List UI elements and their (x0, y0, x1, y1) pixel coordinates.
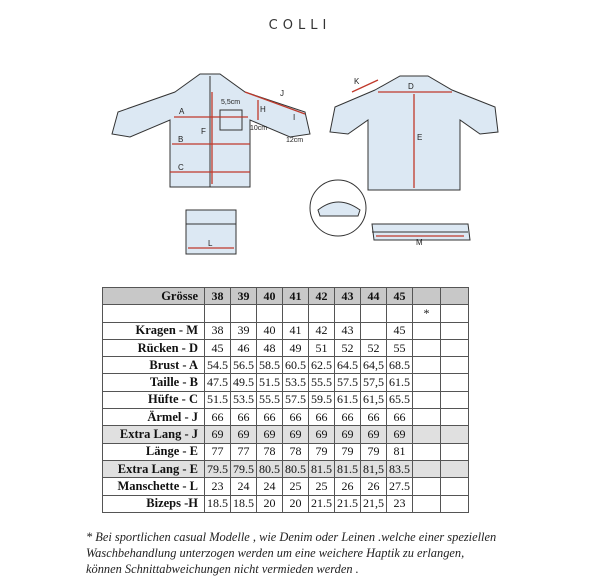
table-cell: 23 (387, 495, 413, 512)
table-cell (283, 305, 309, 322)
table-row (103, 426, 469, 443)
table-cell: 46 (231, 339, 257, 356)
table-row (103, 374, 469, 391)
header-size: 41 (283, 288, 309, 305)
table-cell (413, 322, 441, 339)
table-cell: 64.5 (335, 357, 361, 374)
table-cell: 66 (309, 409, 335, 426)
label-D: D (408, 82, 414, 91)
table-cell: 61,5 (361, 391, 387, 408)
table-cell: 81.5 (309, 460, 335, 477)
table-cell: 54.5 (205, 357, 231, 374)
shirt-measurement-diagram (100, 62, 500, 282)
table-cell (257, 305, 283, 322)
row-label: Manschette - L (103, 478, 205, 495)
table-row (103, 339, 469, 356)
table-cell (441, 322, 469, 339)
table-cell: 25 (283, 478, 309, 495)
table-cell: 69 (361, 426, 387, 443)
table-cell: 60.5 (283, 357, 309, 374)
table-cell (413, 374, 441, 391)
table-cell: 51.5 (205, 391, 231, 408)
table-cell: 69 (205, 426, 231, 443)
table-cell: 26 (361, 478, 387, 495)
label-K: K (354, 77, 360, 86)
table-cell: 49 (283, 339, 309, 356)
table-row (103, 357, 469, 374)
note-row-label (103, 305, 205, 322)
table-cell (441, 478, 469, 495)
table-cell: 66 (205, 409, 231, 426)
table-cell: 45 (205, 339, 231, 356)
table-cell: 45 (387, 322, 413, 339)
table-cell: 66 (387, 409, 413, 426)
table-cell (413, 409, 441, 426)
table-cell: 69 (231, 426, 257, 443)
table-cell: 39 (231, 322, 257, 339)
table-cell: 58.5 (257, 357, 283, 374)
asterisk-marker: * (413, 305, 441, 322)
table-cell: 79 (335, 443, 361, 460)
table-cell (413, 443, 441, 460)
collar-detail-illustration (310, 180, 366, 236)
table-cell: 77 (205, 443, 231, 460)
table-cell: 42 (309, 322, 335, 339)
table-row (103, 322, 469, 339)
table-cell: 69 (387, 426, 413, 443)
table-cell: 57,5 (361, 374, 387, 391)
table-row (103, 460, 469, 477)
row-label: Brust - A (103, 357, 205, 374)
table-cell: 65.5 (387, 391, 413, 408)
table-cell: 59.5 (309, 391, 335, 408)
table-cell: 81 (387, 443, 413, 460)
table-cell: 66 (257, 409, 283, 426)
table-cell: 43 (335, 322, 361, 339)
table-cell: 69 (257, 426, 283, 443)
table-row (103, 478, 469, 495)
footnote-line: Waschbehandlung unterzogen werden um eine weichere Haptik zu erlangen, (86, 546, 465, 560)
table-cell: 53.5 (283, 374, 309, 391)
table-cell: 18.5 (205, 495, 231, 512)
table-cell: 81,5 (361, 460, 387, 477)
table-cell (441, 305, 469, 322)
table-cell (413, 357, 441, 374)
table-cell: 64,5 (361, 357, 387, 374)
table-cell: 55.5 (309, 374, 335, 391)
table-cell: 18.5 (231, 495, 257, 512)
table-cell (361, 305, 387, 322)
header-size: 40 (257, 288, 283, 305)
footnote (86, 529, 556, 577)
table-cell: 53.5 (231, 391, 257, 408)
table-cell: 66 (335, 409, 361, 426)
table-cell (205, 305, 231, 322)
table-cell: 78 (257, 443, 283, 460)
size-chart-table (102, 287, 469, 513)
label-E: E (417, 133, 423, 142)
label-M: M (416, 238, 423, 247)
label-cuff-length: 12cm (286, 137, 304, 144)
table-cell: 68.5 (387, 357, 413, 374)
header-size: 45 (387, 288, 413, 305)
table-header-row (103, 288, 469, 305)
table-cell: 83.5 (387, 460, 413, 477)
table-cell (413, 339, 441, 356)
table-cell: 79 (361, 443, 387, 460)
label-L: L (208, 239, 213, 248)
label-C: C (178, 163, 184, 172)
row-label: Extra Lang - E (103, 460, 205, 477)
header-size: 44 (361, 288, 387, 305)
table-cell: 49.5 (231, 374, 257, 391)
header-size (413, 288, 441, 305)
row-label: Länge - E (103, 443, 205, 460)
table-cell (441, 391, 469, 408)
label-I: I (293, 113, 296, 122)
table-cell (413, 495, 441, 512)
table-cell (441, 339, 469, 356)
table-cell: 55.5 (257, 391, 283, 408)
header-label: Grösse (103, 288, 205, 305)
table-cell: 80.5 (283, 460, 309, 477)
table-cell: 20 (257, 495, 283, 512)
footnote-line: * Bei sportlichen casual Modelle , wie Denim oder Leinen .welche einer speziellen (86, 530, 497, 544)
label-A: A (179, 107, 185, 116)
row-label: Extra Lang - J (103, 426, 205, 443)
table-cell: 77 (231, 443, 257, 460)
table-cell (387, 305, 413, 322)
table-cell: 21,5 (361, 495, 387, 512)
table-note-row (103, 305, 469, 322)
table-cell: 51.5 (257, 374, 283, 391)
row-label: Ärmel - J (103, 409, 205, 426)
table-cell: 40 (257, 322, 283, 339)
header-size: 43 (335, 288, 361, 305)
table-cell: 26 (335, 478, 361, 495)
table-cell: 78 (283, 443, 309, 460)
table-cell (441, 460, 469, 477)
table-cell: 62.5 (309, 357, 335, 374)
table-cell: 61.5 (387, 374, 413, 391)
table-row (103, 391, 469, 408)
label-B: B (178, 135, 184, 144)
header-size: 42 (309, 288, 335, 305)
table-cell: 66 (283, 409, 309, 426)
table-cell: 24 (231, 478, 257, 495)
table-cell (441, 357, 469, 374)
header-size: 39 (231, 288, 257, 305)
table-cell: 69 (283, 426, 309, 443)
table-cell: 79 (309, 443, 335, 460)
table-cell: 56.5 (231, 357, 257, 374)
row-label: Bizeps -H (103, 495, 205, 512)
header-size: 38 (205, 288, 231, 305)
table-cell: 79.5 (205, 460, 231, 477)
footnote-line: können Schnittabweichungen nicht vermieden werden . (86, 562, 359, 576)
table-cell (361, 322, 387, 339)
table-cell (441, 443, 469, 460)
table-row (103, 495, 469, 512)
label-J: J (280, 89, 284, 98)
header-size (441, 288, 469, 305)
table-cell: 57.5 (335, 374, 361, 391)
row-label: Rücken - D (103, 339, 205, 356)
brand-logo: COLLI (268, 18, 332, 33)
table-cell (231, 305, 257, 322)
table-cell: 41 (283, 322, 309, 339)
table-cell: 80.5 (257, 460, 283, 477)
table-cell: 52 (361, 339, 387, 356)
table-cell (441, 374, 469, 391)
table-cell: 20 (283, 495, 309, 512)
table-cell: 48 (257, 339, 283, 356)
table-cell (441, 409, 469, 426)
table-cell (309, 305, 335, 322)
table-cell: 69 (309, 426, 335, 443)
table-cell: 21.5 (309, 495, 335, 512)
table-cell (441, 495, 469, 512)
table-cell: 79.5 (231, 460, 257, 477)
table-cell: 57.5 (283, 391, 309, 408)
table-cell: 21.5 (335, 495, 361, 512)
table-cell: 47.5 (205, 374, 231, 391)
table-cell (413, 391, 441, 408)
table-cell: 52 (335, 339, 361, 356)
table-cell (441, 426, 469, 443)
label-H: H (260, 105, 266, 114)
table-cell: 61.5 (335, 391, 361, 408)
table-cell: 66 (361, 409, 387, 426)
table-cell (413, 478, 441, 495)
table-row (103, 409, 469, 426)
table-cell (413, 460, 441, 477)
table-cell: 25 (309, 478, 335, 495)
table-cell: 27.5 (387, 478, 413, 495)
table-row (103, 443, 469, 460)
row-label: Kragen - M (103, 322, 205, 339)
table-cell: 51 (309, 339, 335, 356)
table-cell (335, 305, 361, 322)
label-F: F (201, 127, 206, 136)
row-label: Hüfte - C (103, 391, 205, 408)
table-cell: 69 (335, 426, 361, 443)
label-collar-width: 5,5cm (221, 99, 241, 106)
label-cuff-width: 10cm (250, 125, 268, 132)
table-cell: 24 (257, 478, 283, 495)
table-cell: 23 (205, 478, 231, 495)
table-cell: 55 (387, 339, 413, 356)
table-cell: 81.5 (335, 460, 361, 477)
table-cell: 38 (205, 322, 231, 339)
table-cell (413, 426, 441, 443)
table-cell: 66 (231, 409, 257, 426)
row-label: Taille - B (103, 374, 205, 391)
